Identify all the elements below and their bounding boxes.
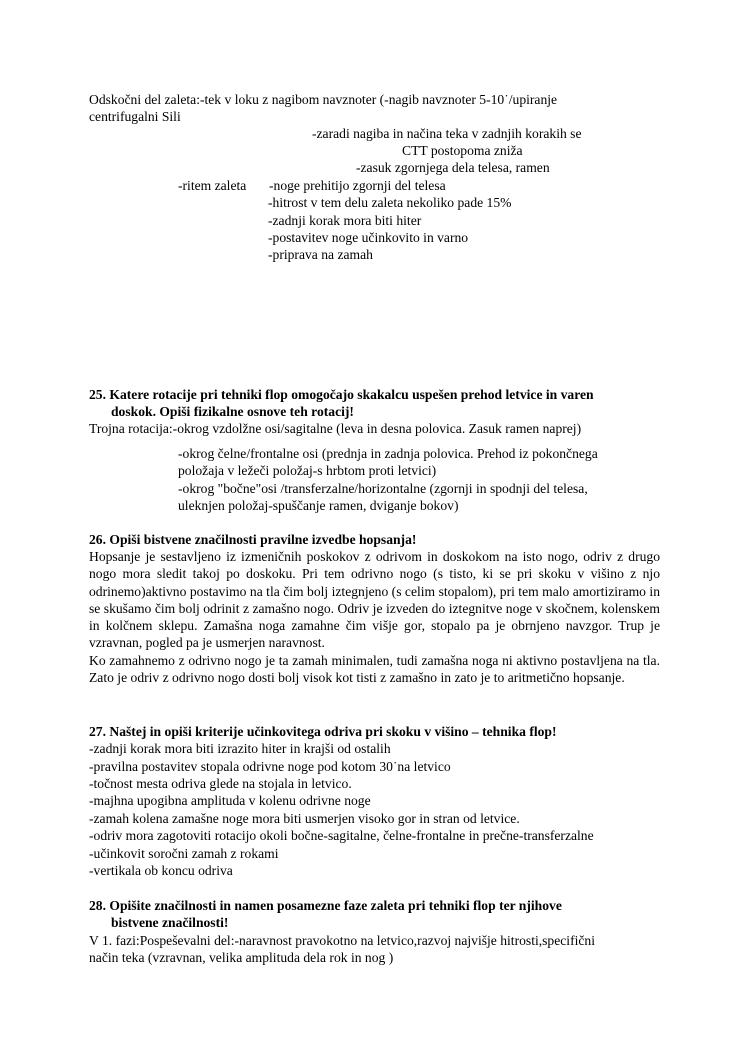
rhythm-item: -noge prehitijo zgornji del telesa bbox=[269, 178, 446, 193]
q25-item: uleknjen položaj-spuščanje ramen, dviganje bokov) bbox=[178, 498, 459, 513]
q27-item: -majhna upogibna amplituda v kolenu odrivne noge bbox=[89, 793, 371, 808]
q25-line-1: Trojna rotacija:-okrog vzdolžne osi/sagitalne (leva in desna polovica. Zasuk ramen naprej) bbox=[89, 421, 582, 436]
intro-line-4: CTT postopoma zniža bbox=[402, 143, 523, 158]
q25-heading-cont: doskok. Opiši fizikalne osnove teh rotacij! bbox=[111, 404, 354, 419]
q27-item: -odriv mora zagotoviti rotacijo okoli bočne-sagitalne, čelne-frontalne in prečne-transferzalne bbox=[89, 828, 594, 843]
q27-item: -zadnji korak mora biti izrazito hiter in krajši od ostalih bbox=[89, 741, 391, 756]
q26-paragraph-2: Ko zamahnemo z odrivno nogo je ta zamah minimalen, tudi zamašna noga ni aktivno postavljena na tla. Zato je odriv z odrivno nogo dosti bolj visok kot tisti z zamašno in zato je to aritmetično hopsanje. bbox=[89, 652, 660, 686]
q27-item: -pravilna postavitev stopala odrivne noge pod kotom 30˙na letvico bbox=[89, 759, 451, 774]
q25-item: položaja v ležeči položaj-s hrbtom proti letvici) bbox=[178, 463, 437, 478]
q26-paragraph-1: Hopsanje je sestavljeno iz izmeničnih poskokov z odrivom in doskokom na isto nogo, odriv z drugo nogo mora sledit takoj po doskoku. Pri tem odrivno nogo (s tisto, ki se pri skoku v višino z njo odrinemo)aktivno postavimo na tla čim bolj iztegnjeno (s celim stopalom), pri tem malo amortiziramo in se skušamo čim bolj odrinit z zamašno nogo. Odriv je izveden do iztegnitve noge v skočnem, kolenskem in kolčnem sklepu. Zamašna noga zamahne čim višje gor, stopalo pa je obrnjeno navzgor. Trup je vzravnan, pogled pa je usmerjen naravnost. bbox=[89, 549, 660, 651]
rhythm-item: -postavitev noge učinkovito in varno bbox=[268, 230, 469, 245]
q26-heading: 26. Opiši bistvene značilnosti pravilne izvedbe hopsanja! bbox=[89, 532, 417, 547]
q25-item: -okrog čelne/frontalne osi (prednja in zadnja polovica. Prehod iz pokončnega bbox=[178, 446, 598, 461]
q25-heading: 25. Katere rotacije pri tehniki flop omogočajo skakalcu uspešen prehod letvice in varen bbox=[89, 387, 594, 402]
intro-line-3: -zaradi nagiba in načina teka v zadnjih korakih se bbox=[312, 126, 582, 141]
rhythm-item: -hitrost v tem delu zaleta nekoliko pade 15% bbox=[268, 195, 512, 210]
rhythm-item: -priprava na zamah bbox=[268, 247, 373, 262]
q27-item: -učinkovit soročni zamah z rokami bbox=[89, 846, 279, 861]
intro-line-2: centrifugalni Sili bbox=[89, 109, 181, 124]
q27-item: -zamah kolena zamašne noge mora biti usmerjen visoko gor in stran od letvice. bbox=[89, 811, 520, 826]
intro-line-1: Odskočni del zaleta:-tek v loku z nagibom navznoter (-nagib navznoter 5-10˙/upiranje bbox=[89, 92, 558, 107]
q28-line-2: način teka (vzravnan, velika amplituda dela rok in nog ) bbox=[89, 950, 394, 965]
rhythm-item: -zadnji korak mora biti hiter bbox=[268, 213, 422, 228]
q28-heading-cont: bistvene značilnosti! bbox=[111, 915, 229, 930]
q27-item: -vertikala ob koncu odriva bbox=[89, 863, 233, 878]
rhythm-label: -ritem zaleta bbox=[178, 178, 247, 193]
q27-item: -točnost mesta odriva glede na stojala in letvico. bbox=[89, 776, 352, 791]
q25-item: -okrog "bočne"osi /transferzalne/horizontalne (zgornji in spodnji del telesa, bbox=[178, 481, 588, 496]
q27-heading: 27. Naštej in opiši kriterije učinkovitega odriva pri skoku v višino – tehnika flop! bbox=[89, 724, 557, 739]
intro-line-5: -zasuk zgornjega dela telesa, ramen bbox=[356, 160, 550, 175]
q28-heading: 28. Opišite značilnosti in namen posamezne faze zaleta pri tehniki flop ter njihove bbox=[89, 898, 562, 913]
q28-line-1: V 1. fazi:Pospeševalni del:-naravnost pravokotno na letvico,razvoj najvišje hitrosti,specifični bbox=[89, 933, 595, 948]
q26-body bbox=[89, 548, 660, 686]
